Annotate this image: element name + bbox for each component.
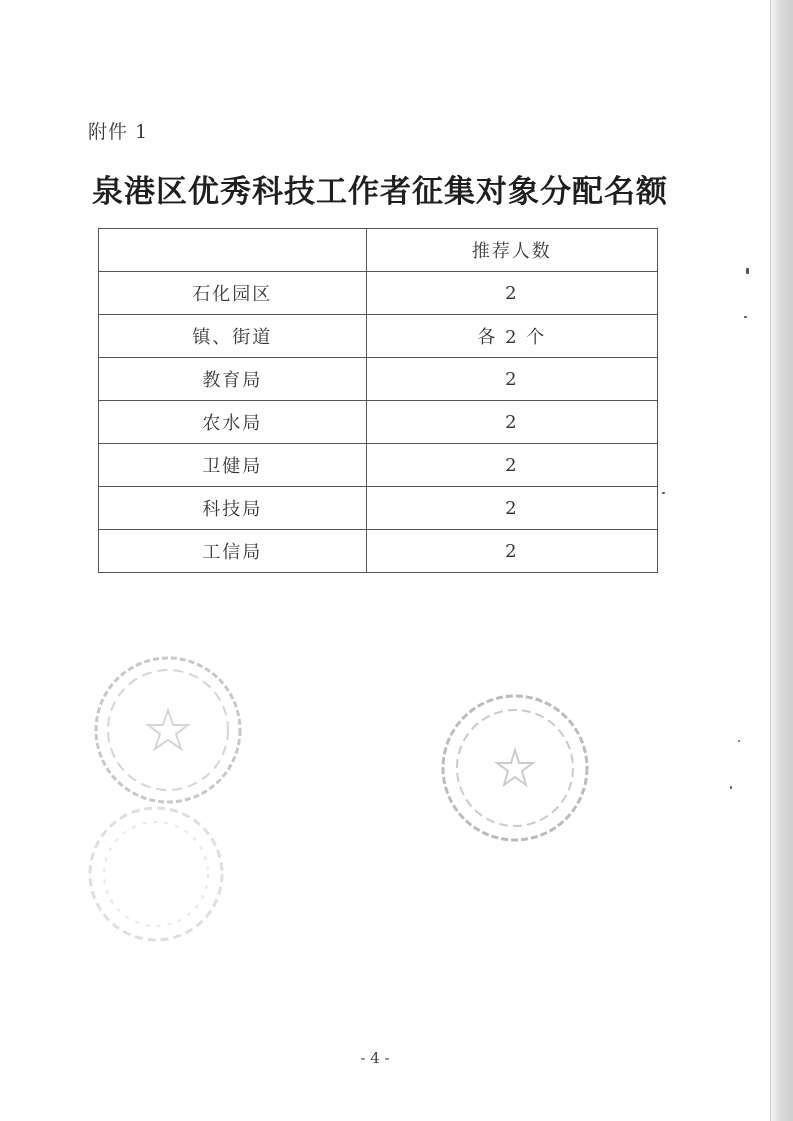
table-row [99,272,658,315]
quota-table [98,228,658,573]
page-title: 泉港区优秀科技工作者征集对象分配名额 [92,174,668,210]
left-lower-seal-icon [82,800,230,948]
unit-cell: 工信局 [99,530,367,573]
unit-cell: 卫健局 [99,444,367,487]
unit-cell: 科技局 [99,487,367,530]
header-cell-count: 推荐人数 [366,229,657,272]
count-cell: 各 2 个 [366,315,657,358]
header-cell-unit [99,229,367,272]
count-cell: 2 [366,444,657,487]
unit-cell: 石化园区 [99,272,367,315]
scan-speck [662,492,665,494]
unit-cell: 镇、街道 [99,315,367,358]
count-cell: 2 [366,272,657,315]
unit-cell: 农水局 [99,401,367,444]
table-row [99,315,658,358]
count-cell: 2 [366,358,657,401]
table-header-row [99,229,658,272]
count-cell: 2 [366,401,657,444]
table-row [99,530,658,573]
right-seal-icon [435,688,595,848]
scan-speck [744,316,747,318]
scan-edge-shadow [771,0,793,1121]
table-row [99,444,658,487]
scan-speck [746,268,749,274]
page-number: - 4 - [360,1049,390,1067]
count-cell: 2 [366,487,657,530]
left-upper-seal-icon [88,650,248,810]
table-row [99,358,658,401]
scan-speck [730,786,732,789]
count-cell: 2 [366,530,657,573]
attachment-label: 附件 1 [88,121,149,143]
table-row [99,487,658,530]
scan-speck [738,740,740,742]
unit-cell: 教育局 [99,358,367,401]
scan-edge-line [770,0,771,1121]
table-row [99,401,658,444]
